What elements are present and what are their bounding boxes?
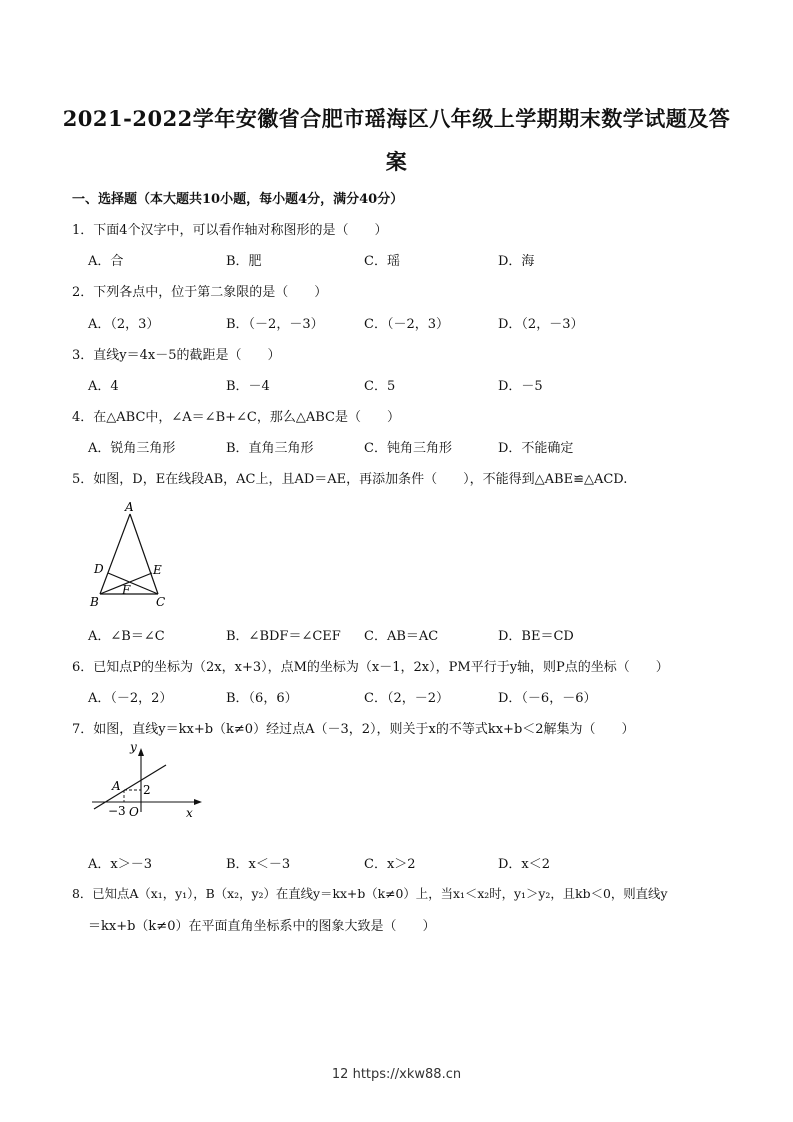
q5-option-a: A．∠B＝∠C (88, 629, 165, 644)
question-8-stem-line1: 8．已知点A（x₁，y₁），B（x₂，y₂）在直线y＝kx+b（k≠0）上，当x₁＜x₂时，y₁＞y₂，且kb＜0，则直线y (72, 886, 668, 901)
q6-option-a: A．（－2，2） (88, 691, 173, 706)
q2-option-b: B．（－2，－3） (226, 317, 324, 332)
q1-option-a: A．合 (88, 254, 124, 269)
question-6-stem: 6．已知点P的坐标为（2x，x+3），点M的坐标为（x－1，2x），PM平行于y轴，则P点的坐标（ ） (72, 660, 669, 675)
label-b: B (90, 595, 99, 609)
q1-option-c: C．瑶 (364, 254, 400, 269)
q6-option-c: C．（2，－2） (364, 691, 449, 706)
q2-option-d: D．（2，－3） (498, 317, 584, 332)
q3-option-c: C．5 (364, 379, 396, 394)
q7-option-a: A．x＞－3 (88, 857, 152, 872)
q1-option-b: B．肥 (226, 254, 262, 269)
x-axis-arrow (194, 799, 202, 805)
question-4-stem: 4．在△ABC中，∠A＝∠B+∠C，那么△ABC是（ ） (72, 410, 400, 425)
q1-option-d: D．海 (498, 254, 535, 269)
q6-option-b: B．（6，6） (226, 691, 298, 706)
segment-ac (130, 514, 158, 594)
q2-option-a: A．（2，3） (88, 317, 160, 332)
label-point-a: A (112, 779, 121, 793)
label-f: F (122, 583, 131, 597)
document-title-line1: 2021-2022学年安徽省合肥市瑶海区八年级上学期期末数学试题及答 (62, 106, 731, 131)
q5-option-b: B．∠BDF＝∠CEF (226, 629, 341, 644)
label-d: D (94, 562, 104, 576)
q3-option-b: B．－4 (226, 379, 270, 394)
q4-option-a: A．锐角三角形 (88, 441, 176, 456)
q4-option-b: B．直角三角形 (226, 441, 314, 456)
question-1-stem: 1．下面4个汉字中，可以看作轴对称图形的是（ ） (72, 223, 388, 238)
label-y: y (130, 740, 137, 754)
question-3-stem: 3．直线y＝4x－5的截距是（ ） (72, 348, 281, 363)
q3-option-d: D．－5 (498, 379, 543, 394)
q5-option-d: D．BE＝CD (498, 629, 574, 644)
question-5-stem: 5．如图，D，E在线段AB，AC上，且AD＝AE，再添加条件（ ），不能得到△ABE≌△ACD. (72, 472, 628, 487)
label-two: 2 (143, 783, 151, 797)
label-x: x (186, 806, 193, 820)
page-footer: 12 https://xkw88.cn (331, 1067, 462, 1082)
q4-option-c: C．钝角三角形 (364, 441, 452, 456)
label-c: C (156, 595, 166, 609)
label-a: A (125, 500, 134, 514)
label-e: E (153, 563, 162, 577)
question-2-stem: 2．下列各点中，位于第二象限的是（ ） (72, 285, 328, 300)
q3-option-a: A．4 (88, 379, 119, 394)
question-7-stem: 7．如图，直线y＝kx+b（k≠0）经过点A（－3，2），则关于x的不等式kx+b＜2解集为（ ） (72, 722, 635, 737)
segment-ab (100, 514, 130, 594)
label-neg3: −3 (108, 804, 126, 818)
q7-option-b: B．x＜－3 (226, 857, 291, 872)
segment-dc (108, 573, 158, 594)
q2-option-c: C．（－2，3） (364, 317, 449, 332)
q6-option-d: D．（－6，－6） (498, 691, 597, 706)
document-title-line2: 案 (385, 149, 408, 174)
section-heading: 一、选择题（本大题共10小题，每小题4分，满分40分） (72, 192, 404, 207)
triangle-figure (86, 496, 176, 612)
q4-option-d: D．不能确定 (498, 441, 574, 456)
question-8-stem-line2: ＝kx+b（k≠0）在平面直角坐标系中的图象大致是（ ） (88, 919, 436, 934)
q7-option-d: D．x＜2 (498, 857, 551, 872)
line-graph-figure (86, 740, 206, 822)
y-axis-arrow (138, 748, 144, 756)
label-origin: O (129, 805, 139, 819)
q7-option-c: C．x＞2 (364, 857, 416, 872)
q5-option-c: C．AB＝AC (364, 629, 439, 644)
